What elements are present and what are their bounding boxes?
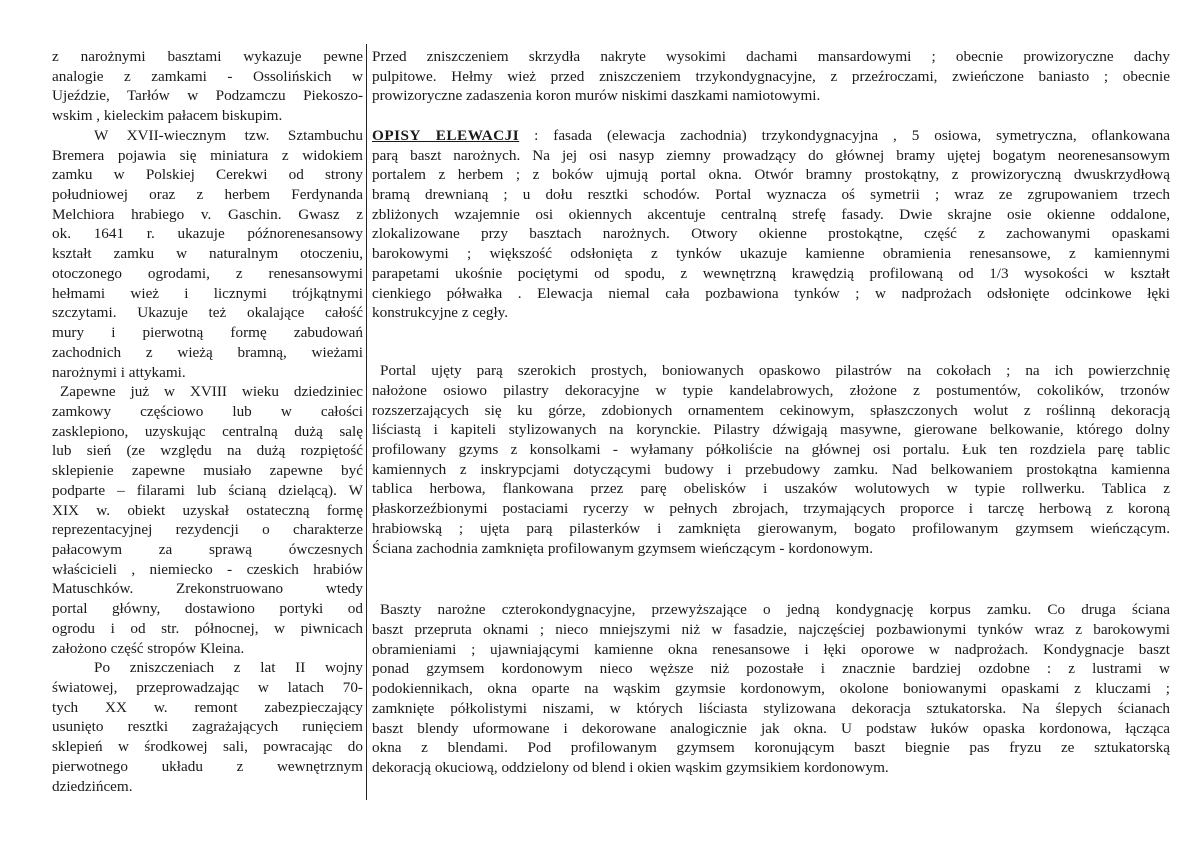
text-line: nałożone osiowo pilastry dekoracyjne w typie kandelabrowych, złożone z postumentów, cokolików, trzonów [372, 381, 1170, 399]
text-line: parapetami ukośnie pociętymi od spodu, z wewnętrzną krawędzią profilowaną od 1/3 wysokości w kształt [372, 264, 1170, 282]
text-line: zamknięte półkolistymi niszami, w których liściasta stylizowana dekoracja sztukatorska. Na ślepych ścianach [372, 699, 1170, 717]
left-text-column [52, 47, 363, 796]
text-line: mury i pierwotną formę zabudowań [52, 324, 363, 342]
column-divider [366, 44, 367, 800]
text-line: narożnymi i attykami. [52, 363, 186, 381]
text-line: baszt przepruta oknami ; nieco mniejszymi niż w fasadzie, najczęściej pozbawionymi tynków wraz z barokowymi [372, 620, 1170, 638]
text-line: konstrukcyjne z cegły. [372, 304, 509, 322]
paragraph [372, 47, 1170, 106]
text-line: Po zniszczeniach z lat II wojny [94, 659, 363, 677]
text-line: usunięto resztki zagrażających runięciem [52, 718, 363, 736]
text-line: zamkowy częściowo lub w całości [52, 402, 363, 420]
text-line: dziedzińcem. [52, 777, 133, 795]
text-line: portalem z herbem ; z boków ujmują portal okna. Otwór bramny prostokątny, z prowizoryczną dwuskrzydłową [372, 166, 1170, 184]
text-line: liściastą i kapiteli stylizowanych na korynckie. Pilastry dźwigają masywne, gierowane belkowanie, którego dolny [372, 421, 1170, 439]
text-line: Matuschków. Zrekonstruowano wtedy [52, 580, 363, 598]
text-line: hrabiowską ; ujęta parą pilasterków i zamknięta gierowanym, bogato profilowanym gzymsem wieńczącym. [372, 519, 1170, 537]
text-line: kształt zamku w naturalnym otoczeniu, [52, 245, 363, 263]
text-line: sklepienie zapewne musiało zapewne być [52, 462, 363, 480]
text-line: ok. 1641 r. ukazuje późnorenesansowy [52, 225, 363, 243]
text-line: W XVII-wiecznym tzw. Sztambuchu [94, 126, 363, 144]
text-line: barokowymi ; większość odsłonięta z tynków ukazuje kamienne obramienia renesansowe, z kamiennymi [372, 245, 1170, 263]
text-line: Portal ujęty parą szerokich prostych, boniowanych opaskowo pilastrów na cokołach ; na ich powierzchnię [380, 362, 1170, 380]
text-line: zachodnich z wieżą bramną, wieżami [52, 343, 363, 361]
text-line: baszt blendy uformowane i dekorowane analogicznie jak okna. U podstaw łuków opaska kordonowa, łącząca [372, 719, 1170, 737]
text-line: dekoracją okuciową, oddzielony od blend i okien wąskim gzymsikiem kordonowym. [372, 759, 889, 776]
text-line: założono część stropów Kleina. [52, 639, 245, 657]
text-line: Melchiora hrabiego v. Gaschin. Gwasz z [52, 205, 363, 223]
text-line: właścicieli , niemiecko - czeskich hrabiów [52, 560, 363, 578]
right-text-column [372, 47, 1170, 778]
text-line: tablica herbowa, flankowana przez parę obelisków i uszaków wolutowych w typie rollwerku. Tablica z [372, 480, 1170, 498]
text-line: profilowany gzyms z konsolkami - wyłamany półkoliście na głównej osi portalu. Łuk ten rozdziela parę tablic [372, 440, 1170, 458]
text-line: podokiennikach, okna oparte na wąskim gzymsie kordonowym, okolone boniowanymi opaskami z kluczami ; [372, 680, 1170, 698]
text-line: tych XX w. remont zabezpieczający [52, 698, 363, 716]
text-line: Baszty narożne czterokondygnacyjne, przewyższające o jedną kondygnację korpus zamku. Co druga ściana [380, 601, 1170, 619]
text-line: pierwotnego układu z wewnętrznym [52, 757, 363, 775]
paragraph [52, 658, 363, 796]
section-heading: OPISY ELEWACJI [372, 126, 520, 144]
text-line: Ujeździe, Tarłów w Podzamczu Piekoszo- [52, 87, 363, 105]
text-line: pałacowym za sprawą ówczesnych [52, 540, 363, 558]
text-line: Bremera pojawia się miniatura z widokiem [52, 146, 363, 164]
paragraph [52, 47, 363, 126]
text-line: ogrodu i od str. północnej, w piwnicach [52, 619, 363, 637]
text-line: zamku w Polskiej Cerekwi od strony [52, 166, 363, 184]
text-line: Zapewne już w XVIII wieku dziedziniec [60, 383, 363, 401]
text-line: zasklepiono, uzyskując centralną dużą salę [52, 422, 363, 440]
text-line: Ściana zachodnia zamknięta profilowanym gzymsem wieńczącym - kordonowym. [372, 539, 874, 557]
paragraph [372, 600, 1170, 777]
text-line: ponad gzymsem kordonowym nieco węższe niż pozostałe i znacznie bardziej ozdobne : z lustrami w [372, 660, 1170, 678]
text-line: cienkiego półwałka . Elewacja niemal cała pozbawiona tynków ; w nadprożach odsłonięte odcinkowe łęki [372, 284, 1170, 302]
text-line: bramą drewnianą ; u dołu resztki schodów. Portal wyznacza oś symetrii ; wraz ze zgrupowaniem trzech [372, 186, 1170, 204]
text-line: szczytami. Ukazuje też okalające całość [52, 304, 363, 322]
text-line: kamiennych z inskrypcjami dotyczącymi budowy i przebudowy zamku. Nad belkowaniem prostokątna kamienna [372, 460, 1170, 478]
text-line: parą baszt narożnych. Na jej osi nasyp ziemny prowadzący do głównej bramy ujętej bogatym neorenesansowym [372, 146, 1170, 164]
text-line: sklepień w środkowej sali, powracając do [52, 738, 363, 756]
text-line: płaskorzeźbionymi postaciami rycerzy w pełnych zbrojach, trzymających proporce i tarczę herbową z koroną [372, 500, 1170, 518]
text-line-rest: : fasada (elewacja zachodnia) trzykondygnacyjna , 5 osiowa, symetryczna, oflankowana [519, 126, 1170, 144]
text-line: pulpitowe. Hełmy wież przed zniszczeniem trzykondygnacyjne, z przeźroczami, zwieńczone baniasto ; obecnie [372, 67, 1170, 85]
text-line [372, 126, 1170, 146]
text-line: prowizoryczne zadaszenia koron murów niskimi daszkami namiotowymi. [372, 87, 821, 105]
text-line: lub sień (ze względu na dużą rozpiętość [52, 442, 363, 460]
text-line: obramieniami ; ujawniającymi kamienne okna renesansowe i łęki oporowe w nadprożach. Kondygnacje baszt [372, 640, 1170, 658]
text-line: hełmami wież i licznymi trójkątnymi [52, 284, 363, 302]
text-line: otoczonego ogrodami, z renesansowymi [52, 264, 363, 282]
text-line: Przed zniszczeniem skrzydła nakryte wysokimi dachami mansardowymi ; obecnie prowizoryczne dachy [372, 48, 1170, 65]
text-line: reprezentacyjnej rezydencji o charakterze [52, 521, 363, 539]
text-line: zlokalizowane przy basztach narożnych. Otwory okienne prostokątne, część z zachowanymi opaskami [372, 225, 1170, 243]
text-line: podparte – filarami lub ścianą dzielącą). W [52, 481, 363, 499]
text-line: rozszerzających się ku górze, zdobionych ornamentem cekinowym, spłaszczonych wolut z roślinną dekoracją [372, 401, 1170, 419]
paragraph [372, 361, 1170, 558]
text-line: światowej, przeprowadzając w latach 70- [52, 679, 363, 696]
text-line: zbliżonych wzajemnie osi okiennych akcentuje centralną strefę fasady. Dwie skrajne osie okienne oddalone, [372, 205, 1170, 223]
paragraph [52, 382, 363, 658]
paragraph [372, 126, 1170, 323]
text-line: portal główny, dostawiono portyki od [52, 600, 363, 618]
text-line: z narożnymi basztami wykazuje pewne [52, 48, 363, 65]
text-line: wskim , kieleckim pałacem biskupim. [52, 107, 283, 125]
text-line: południowej oraz z herbem Ferdynanda [52, 186, 363, 204]
text-line: XIX w. obiekt uzyskał ostateczną formę [52, 501, 363, 519]
text-line: okna z blendami. Pod profilowanym gzymsem koronującym baszt biegnie pas fryzu ze sztukatorską [372, 739, 1170, 757]
paragraph [52, 126, 363, 382]
text-line: analogie z zamkami - Ossolińskich w [52, 67, 363, 85]
